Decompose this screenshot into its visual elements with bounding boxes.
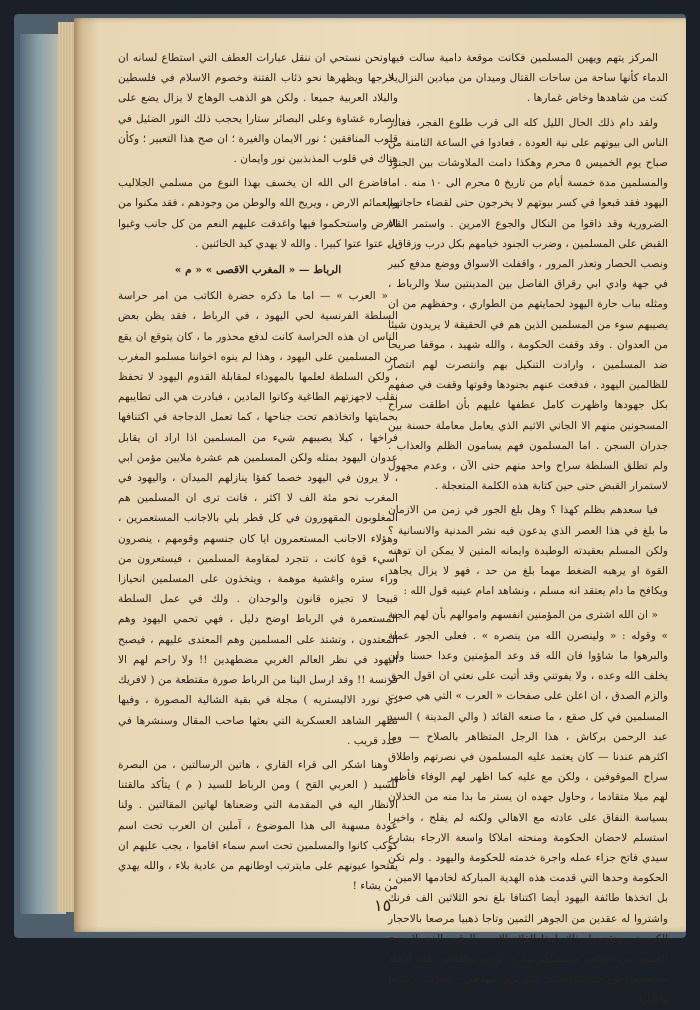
section-heading: الرباط — « المغرب الاقصى » « م »: [174, 264, 342, 277]
paragraph: « ان الله اشترى من المؤمنين انفسهم واموالهم بأن لهم الجنة » وقوله : « ولينصرن الله من ينصره » . فعلى الجور عملة والبرهوا ما شاؤوا فان الله قد وعد المؤمنين وعدا حسنا ولن يخلف الله وعده ، ولا يفوتني وقد أتيت على نعتي ان اقول الحق والزم الصدق ، ان اعلن على صفحات « العرب » التي هي صوت المسلمين في كل صقع ، ما صنعه القائد ( والي المدينة ) السيد عبد الرحمن بركاش ، هذا الرجل المتظاهر بالصلاح — وما اكثرهم عندنا — كان يعتمد عليه المسلمون في نصرتهم واطلاق سراح الموقوفين ، ولكن مع عليه كما اظهر لهم الوفاء فأظهر لهم ميلا متقادما ، وحاول جهده ان يستر ما بدا منه من الخذلان بسياسة النفاق على عادته مع الاهالي ولكنه لم يفلح ، واخيرا استسلم لاحضان الحكومة ومنحته املاكا واسعة الارجاء بشارع سيدي فاتح جزاء عمله واجرة خدمته للحكومة واليهود . ولم تكن الحكومة وحدها التي قدمت هذه الهدية المباركة لخادمها الامين ، بل اتخذها طائفة اليهود أيضا اكتنافا بلغ نحو الثلاثين الف فرنك واشتروا له عقدين من الجوهر الثمين وتاجا ذهبيا مرصعا بالاحجار الكريمة ، ونقدموا بذلك لهذا القائد الاديب الوقور الذي لا يبرح السبحة من اصابعه مستقبلهم بداره الرحبة والقائمة مثلة لحفلة شائقة من نوع حفلات الشاي التي ترى عنها في « العرب » طرفا واخبارا .: [388, 609, 668, 1006]
book-page: [74, 18, 686, 1006]
paragraph: المركز يتهم ويهين المسلمين فكانت موقعة دامية سالت فيها الدماء كأنها ساحة من ساحات القتال وميدان من ميادين النزال لا كنت من شاهدها وخاض غمارها .: [388, 52, 668, 105]
right-column: [388, 48, 668, 1006]
paragraph: ولقد دام ذلك الحال الليل كله الى قرب طلوع الفجر، فغادر الناس الى بيوتهم على نية العودة ، فعادوا في الساعة الثامنة من صباح يوم الخميس ٥ محرم وهكذا دامت الملاوشات بين الجنود والمسلمين مدة خمسة أيام من تاريخ ٥ محرم الى ١٠ منه . اما اليهود فقد قبعوا في كسر بيوتهم لا يخرجون حتى لقضاء حاجاتهم الضرورية وقد ذاقوا من النكال والجوع الامرين . واستمر القاء القبض على المسلمين ، وضرب الجنود خيامهم بكل درب وزقاق ، ونصب الحصار وتعذر المرور ، واقفلت الاسواق ووضع مدفع كبير في جهة وادي ابي رقراق الفاصل بين المدينتين سلا والرباط ، ومثله بباب حارة اليهود لحمايتهم من الطواري ، وحفظهم من ان يصيبهم سوء من المسلمين الذين هم في الحقيقة لا يريدون شيئا من العدوان . وقد وقفت الحكومة ، والله شهيد ، موقفا صريحا ضد المسلمين ، وارادت التنكيل بهم وانتصرت لهم انتصار للظالمين اليهود ، فدفعت عنهم بجنودها وقوتها وقفت في صفهم بكل جهودها واظهرت كامل عطفها عليهم بأن اطلقت سراح المسجونين منهم الا الجاني الاثيم الذي يعامل معاملة حسنة بين جدران السجن . اما المسلمون فهم يسامون الظلم والعذاب . ولم تطلق السلطة سراح واحد منهم حتى الآن ، وعدم مجهول لاستمرار القبض حتى حين كتابة هذه الكلمة المتعجلة .: [388, 116, 668, 493]
paragraph: « العرب » — اما ما ذكره حضرة الكاتب من امر حراسة السلطة الفرنسية لحي اليهود ، في الرباط ، فقد يظن بعض الناس ان هذه الحراسة كانت لدفع محذور ما ، كان يتوقع ان يقع من المسلمين على اليهود ، وهذا لم ينوه اخواننا مسلمو المغرب ، ولكن السلطة لعلمها بالمهوداء لمقابلة القدوم اليهود لا تحفظ نقلب لاجهزتهم الطاغية وكانوا المادين ، فبادرت هي الى تطايبهم بحمايتها واتخاذهم تحت جناحها ، كما تعمل الدجاجة في اكتنافها فراخها ، كيلا يصيبهم شيء من المسلمين اذا اراد ان يقابل عدوان اليهود بمثله ولكن المسلمين هم عشرة ملايين مؤمن ابي ، لا يرون في اليهود خصما كفؤا ينازلهم الميدان ، واليهود في المغرب نحو مئة الف لا اكثر ، فانت ترى ان المسلمين هم المغلوبون المقهورون في كل قطر بلي بالاجانب المستعمرين ، وهؤلاء الاجانب المستعمرون ايا كان جنسهم وقومهم ، ينصرون اسيء قوة كانت ، تتجرد لمقاومة المسلمين ، فيستعرون من وراء ستره واغشية موهمة ، ويتخذون على المسلمين انحيازا قبيحا لا تجيزه قانون والوجدان . ولك في عمل السلطة المستعمرة في الرباط اوضح دليل ، فهي تحمي اليهود وهم المعتدون ، وتشتد على المسلمين وهم المعتدى عليهم ، فيصبح اليهود في نظر العالم الغربي مضطهدين !! ولا راحم لهم الا فرنسة !! وقد ارسل الينا من الرباط صورة مقتطعة من ( لافريك دي نورد الاليستريه ) مجلة في بقية الشالية المصورة ، وفيها تظهر الشاهد العسكرية التي بعثها صاحب المقال وسنشرها في عدد قريب .: [118, 290, 398, 747]
paragraph: ونحن نستحي ان ننقل عبارات العطف التي استطاع لسانه ان يخرجها ويظهرها نحو ذئاب الفتنة وخصوم الاسلام في فلسطين والبلاد العربية جميعا . ولكن هو الذهب الوهاج لا يزال يضع على ابصاره غشاوة وعلى البصائر ستارا يحجب ذلك النور الضئيل في قلوب المنافقين ؛ نور الايمان والغيرة ؛ ان صح هذا التعبير ؛ وكأن هناك في قلوب المذبذبين نور وايمان .: [118, 52, 398, 166]
paragraph: فيا سعدهم بظلم كهذا ؟ وهل بلغ الجور في زمن من الازمان ما بلغ في هذا العصر الذي يدعون فيه نشر المدنية والانسانية ؟ ولكن المسلم بعقيدته الوطيدة وايمانه المتين لا يمكن ان توهنه القوة او يرهبه الضغط مهما بلغ من حد ، فهو لا يزال يجاهد ويكافح ما دام يعتقد انه مسلم ، ونشاهد امام عينيه قول الله :: [388, 504, 668, 598]
left-column: [118, 48, 398, 893]
paragraph: وهنا اشكر الى قراء القاري ، هاتين الرسالتين ، من البصرة للسيد ( العربي القح ) ومن الرباط للسيد ( م ) يتأكد مالقتنا الانظار اليه في المقدمة التي وضعناها لهاتين المقالتين . ولنا عودة مسهبة الى هذا الموضوع ، آملين ان العرب تحت اسم كوكب كانوا والمسلمين تحت اسم سماء اقاموا ، يجب عليهم ان يفتحوا عيونهم على مايترتب اوطانهم من عادية بلاء ، والله يهدي من يشاء !: [118, 758, 398, 893]
paragraph: فاضرع الى الله ان يخسف بهذا النوع من مسلمي الجلاليب والعمائم الارض ، ويريح الله والوطن من وجودهم ، فقد مكنوا من الارض واستحكموا فيها واغدقت عليهم النعم من كل جانب وغبوا بل عتوا عتوا كبيرا . والله لا يهدي كيد الخائنين .: [118, 177, 398, 250]
page-number: ١٥: [374, 896, 392, 915]
